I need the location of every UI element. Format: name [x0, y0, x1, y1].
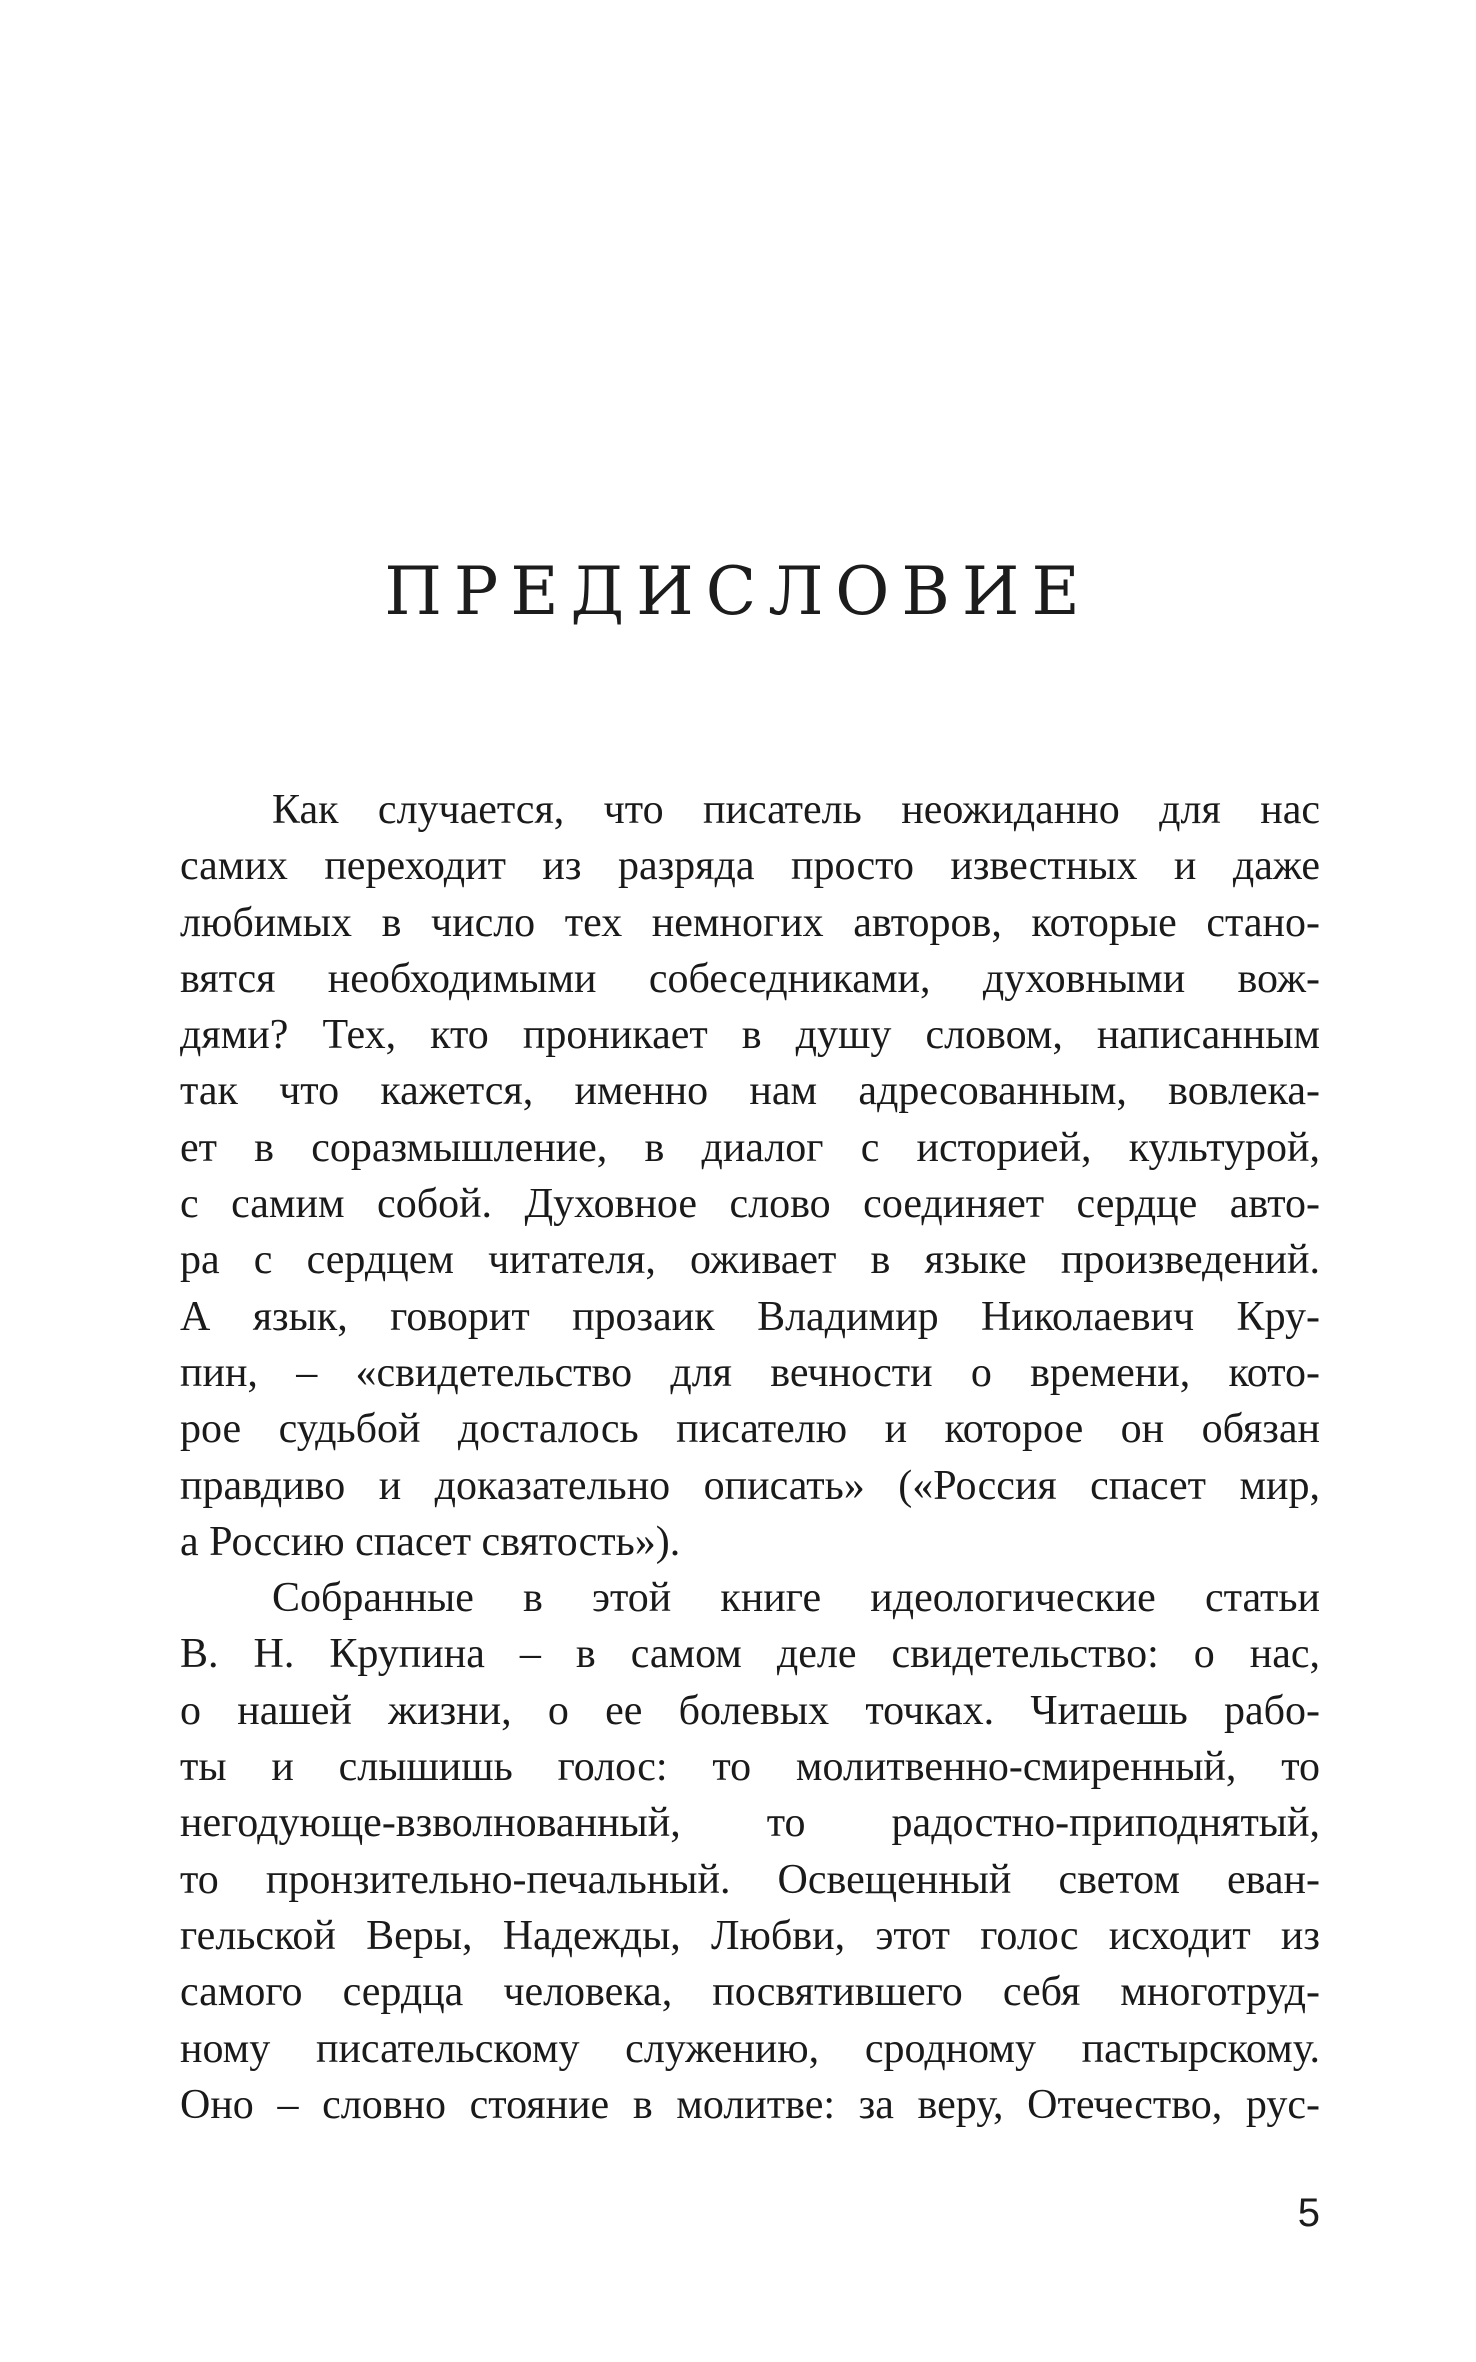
text-line: негодующе-взволнованный, то радостно-приподнятый,	[180, 1800, 1320, 1847]
paragraph-2	[180, 1570, 1320, 2133]
text-line: Оно – словно стояние в молитве: за веру, Отечество, рус-	[180, 2081, 1320, 2128]
text-line: ра с сердцем читателя, оживает в языке произведений.	[180, 1237, 1320, 1284]
text-line: ет в соразмышление, в диалог с историей, культурой,	[180, 1124, 1320, 1171]
chapter-title: ПРЕДИСЛОВИЕ	[384, 553, 1092, 630]
page-number: 5	[1297, 2191, 1320, 2235]
text-line: ты и слышишь голос: то молитвенно-смиренный, то	[180, 1744, 1320, 1791]
text-line: А язык, говорит прозаик Владимир Николаевич Кру-	[180, 1293, 1320, 1340]
text-line: о нашей жизни, о ее болевых точках. Читаешь рабо-	[180, 1687, 1320, 1734]
text-line: В. Н. Крупина – в самом деле свидетельство: о нас,	[180, 1631, 1320, 1678]
text-line: Собранные в этой книге идеологические статьи	[272, 1575, 1320, 1622]
text-line: а Россию спасет святость»).	[180, 1518, 681, 1565]
text-line: ному писательскому служению, сродному пастырскому.	[180, 2025, 1320, 2072]
text-line: правдиво и доказательно описать» («Россия спасет мир,	[180, 1462, 1320, 1509]
text-line: самого сердца человека, посвятившего себя многотруд-	[180, 1969, 1320, 2016]
text-line: любимых в число тех немногих авторов, которые стано-	[180, 899, 1320, 946]
text-line: то пронзительно-печальный. Освещенный светом еван-	[180, 1856, 1320, 1903]
text-line: Как случается, что писатель неожиданно для нас	[272, 787, 1320, 833]
body-text	[180, 782, 1320, 2133]
text-line: дями? Тех, кто проникает в душу словом, написанным	[180, 1012, 1320, 1059]
text-line: так что кажется, именно нам адресованным, вовлека-	[180, 1068, 1320, 1115]
text-line: с самим собой. Духовное слово соединяет сердце авто-	[180, 1181, 1320, 1228]
text-line: самих переходит из разряда просто известных и даже	[180, 843, 1320, 890]
text-line: пин, – «свидетельство для вечности о времени, кото-	[180, 1349, 1320, 1396]
text-line: вятся необходимыми собеседниками, духовными вож-	[180, 955, 1320, 1002]
text-line: гельской Веры, Надежды, Любви, этот голос исходит из	[180, 1912, 1320, 1959]
text-line: рое судьбой досталось писателю и которое он обязан	[180, 1406, 1320, 1453]
paragraph-1	[180, 782, 1320, 1570]
